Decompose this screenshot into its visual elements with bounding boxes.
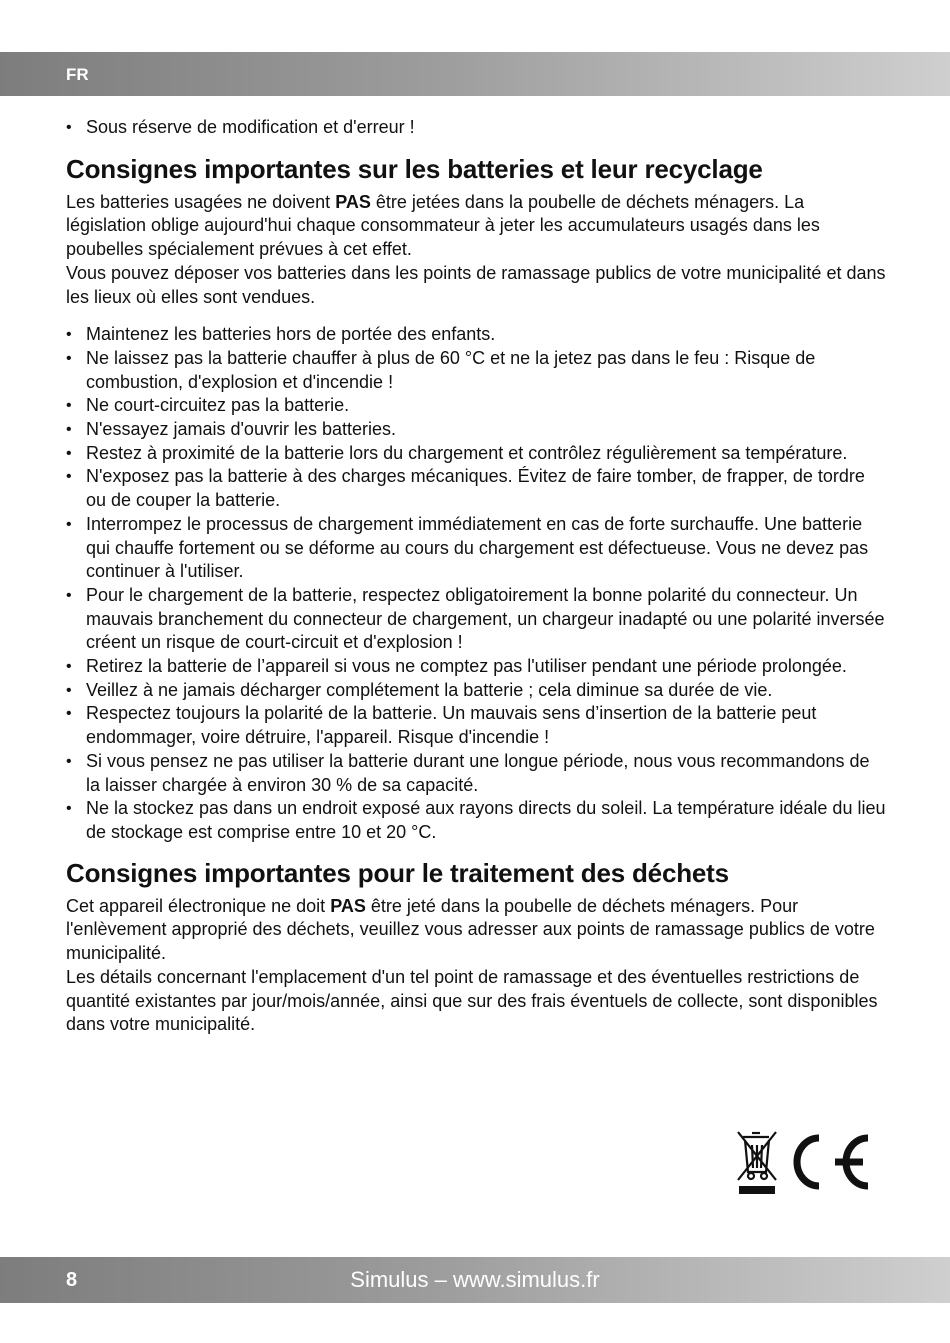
ce-mark — [797, 1138, 868, 1186]
paragraph: Les détails concernant l'emplacement d'un tel point de ramassage et des éventuelles restrictions de quantité existantes par jour/mois/année, ainsi que sur des frais éventuels de collecte, sont disponibles dans votre municipalité. — [66, 966, 878, 1035]
list-item: • Retirez la batterie de l’appareil si vous ne comptez pas l'utiliser pendant une période prolongée. — [66, 655, 886, 679]
list-item: • Pour le chargement de la batterie, respectez obligatoirement la bonne polarité du connecteur. Un mauvais branchement du connecteur de chargement, un chargeur inadapté ou une polarité inversée créent un risque de court-circuit et d'explosion ! — [66, 584, 886, 655]
list-item: • Si vous pensez ne pas utiliser la batterie durant une longue période, nous vous recommandons de la laisser chargée à environ 30 % de sa capacité. — [66, 750, 886, 797]
header-band — [0, 52, 950, 96]
list-item: • N'exposez pas la batterie à des charges mécaniques. Évitez de faire tomber, de frapper, de tordre ou de couper la batterie. — [66, 465, 886, 512]
list-item: • Respectez toujours la polarité de la batterie. Un mauvais sens d’insertion de la batterie peut endommager, voire détruire, l'appareil. Risque d'incendie ! — [66, 702, 886, 749]
footer-band — [0, 1257, 950, 1303]
section-title-batteries: Consignes importantes sur les batteries et leur recyclage — [66, 153, 763, 184]
page-content — [66, 116, 886, 1037]
list-item: • Sous réserve de modification et d'erreur ! — [66, 116, 886, 140]
emphasis: PAS — [330, 895, 366, 916]
top-bullet-list — [66, 116, 886, 140]
compliance-logos — [735, 1128, 875, 1196]
list-item: • Ne laissez pas la batterie chauffer à plus de 60 °C et ne la jetez pas dans le feu : Risque de combustion, d'explosion et d'incendie ! — [66, 347, 886, 394]
paragraph: Vous pouvez déposer vos batteries dans les points de ramassage publics de votre municipalité et dans les lieux où elles sont vendues. — [66, 262, 886, 307]
battery-safety-list — [66, 323, 886, 844]
list-item: • Ne court-circuitez pas la batterie. — [66, 394, 886, 418]
page-number: 8 — [66, 1269, 78, 1291]
emphasis: PAS — [335, 191, 371, 212]
footer-text: Simulus – www.simulus.fr — [350, 1267, 600, 1292]
paragraph: Cet appareil électronique ne doit PAS être jeté dans la poubelle de déchets ménagers. Pour l'enlèvement approprié des déchets, veuillez vous adresser aux points de ramassage publics de votre municipalité. — [66, 895, 875, 964]
language-label: FR — [66, 65, 89, 84]
list-item: • Restez à proximité de la batterie lors du chargement et contrôlez régulièrement sa température. — [66, 442, 886, 466]
paragraph: Les batteries usagées ne doivent PAS être jetées dans la poubelle de déchets ménagers. La législation oblige aujourd'hui chaque consommateur à jeter les accumulateurs usagés dans les poubelles spécialement prévues à cet effet. — [66, 191, 820, 260]
list-item: • Veillez à ne jamais décharger complétement la batterie ; cela diminue sa durée de vie. — [66, 679, 886, 703]
list-item: • Interrompez le processus de chargement immédiatement en cas de forte surchauffe. Une batterie qui chauffe fortement ou se déforme au cours du chargement est défectueuse. Vous ne devez pas continuer à l'utiliser. — [66, 513, 886, 584]
list-item: • N'essayez jamais d'ouvrir les batteries. — [66, 418, 886, 442]
crossed-out-wheelie-bin-icon — [738, 1132, 776, 1194]
list-item: • Maintenez les batteries hors de portée des enfants. — [66, 323, 886, 347]
weee-ce-logos — [735, 1128, 875, 1196]
list-item: • Ne la stockez pas dans un endroit exposé aux rayons directs du soleil. La température idéale du lieu de stockage est comprise entre 10 et 20 °C. — [66, 797, 886, 844]
section-title-waste: Consignes importantes pour le traitement des déchets — [66, 857, 729, 888]
